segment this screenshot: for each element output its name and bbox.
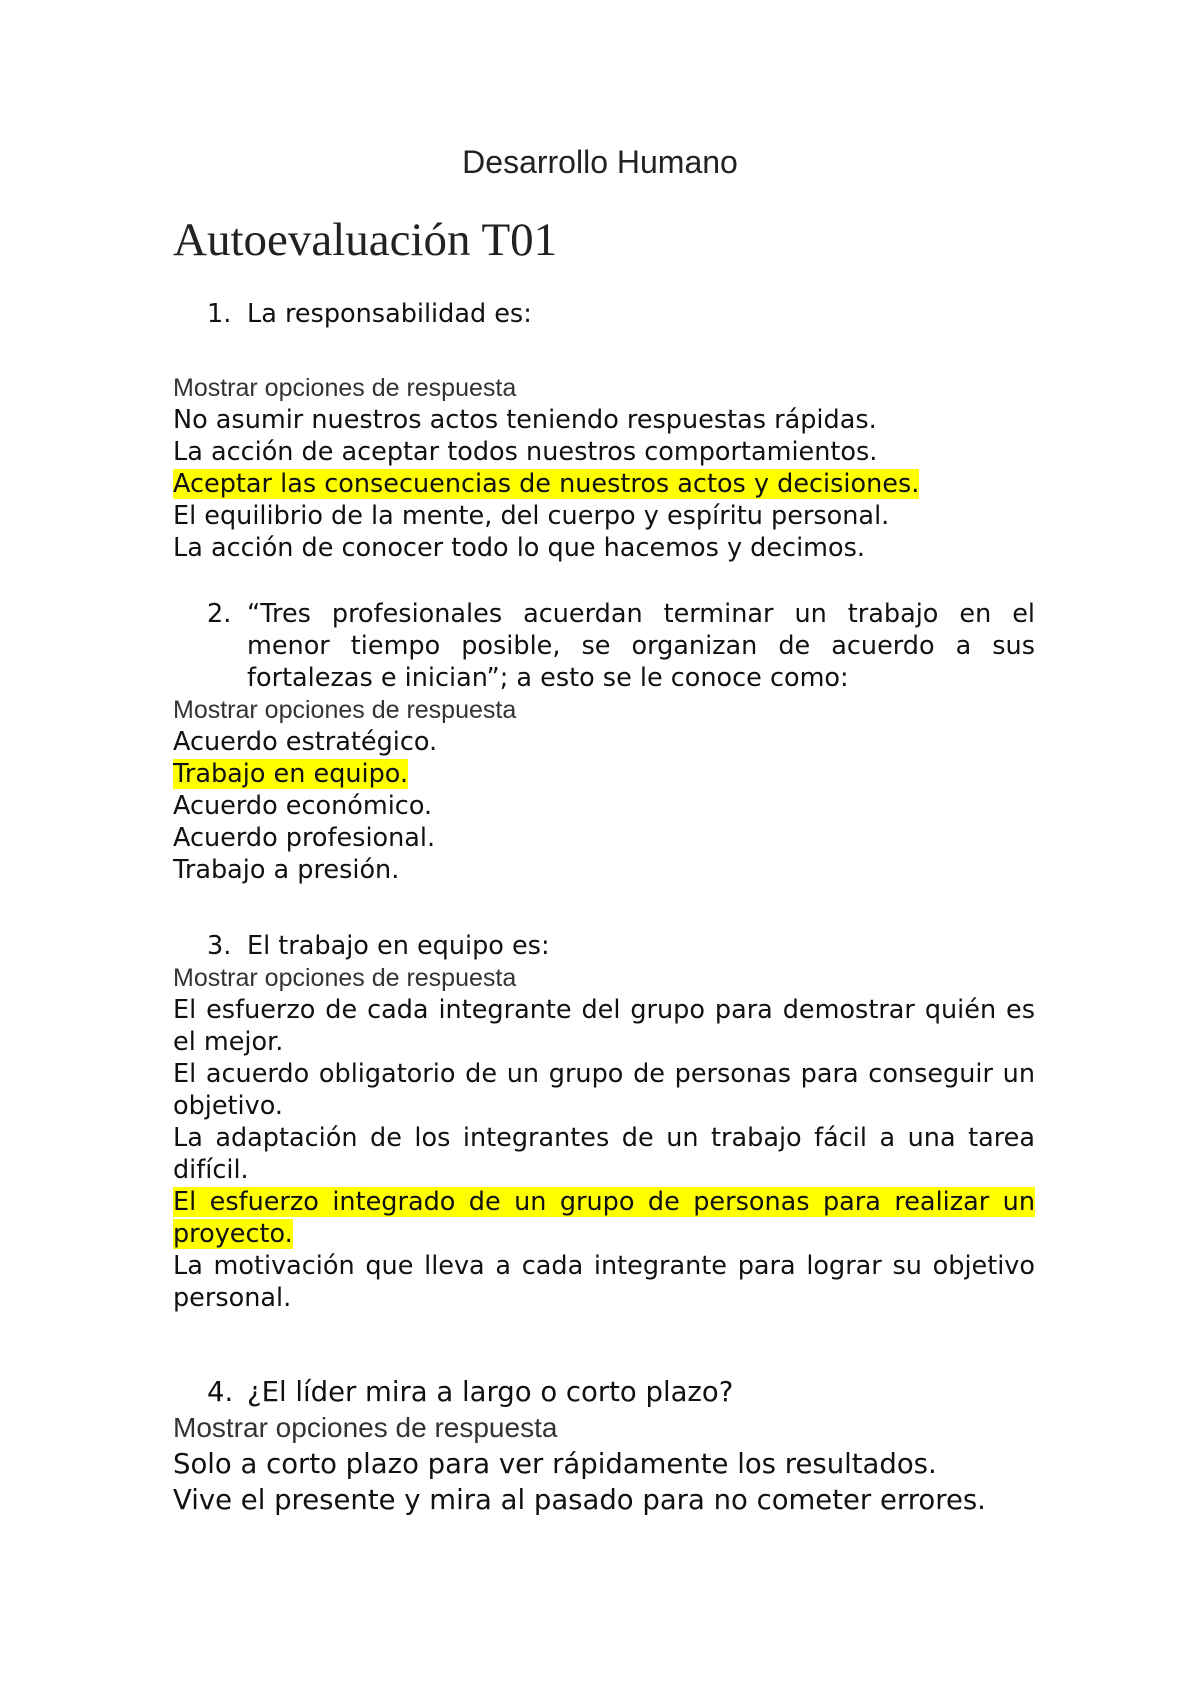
- question-prompt: El trabajo en equipo es:: [247, 931, 550, 961]
- answer-option: [173, 532, 1035, 564]
- question-3: [173, 930, 1035, 1314]
- answer-option: [173, 854, 1035, 886]
- answer-option-text: Acuerdo profesional.: [173, 823, 436, 853]
- answer-option-text: No asumir nuestros actos teniendo respuestas rápidas.: [173, 405, 877, 435]
- answer-option-text: Acuerdo económico.: [173, 791, 433, 821]
- answer-option-text: Trabajo en equipo.: [173, 759, 409, 789]
- course-header: Desarrollo Humano: [462, 144, 738, 180]
- answer-option: [173, 1446, 1035, 1482]
- question-1: [173, 298, 1035, 564]
- answer-option-text: Aceptar las consecuencias de nuestros actos y decisiones.: [173, 469, 920, 499]
- question-text: [173, 298, 1035, 330]
- answer-option: [173, 500, 1035, 532]
- answer-option: [173, 1058, 1035, 1122]
- question-4: [173, 1374, 1035, 1518]
- answer-option-correct: [173, 1186, 1035, 1250]
- answer-option-text: La motivación que lleva a cada integrante para lograr su objetivo personal.: [173, 1251, 1035, 1313]
- answer-option-correct: [173, 468, 1035, 500]
- answer-option-text: El esfuerzo integrado de un grupo de personas para realizar un proyecto.: [173, 1187, 1035, 1249]
- answer-option-text: La adaptación de los integrantes de un trabajo fácil a una tarea difícil.: [173, 1123, 1035, 1185]
- question-prompt: ¿El líder mira a largo o corto plazo?: [247, 1376, 734, 1408]
- answer-option: [173, 822, 1035, 854]
- question-text: [173, 598, 1035, 694]
- answer-option: [173, 1482, 1035, 1518]
- question-number: 2.: [207, 599, 232, 629]
- answer-option-text: El acuerdo obligatorio de un grupo de personas para conseguir un objetivo.: [173, 1059, 1035, 1121]
- question-prompt: “Tres profesionales acuerdan terminar un trabajo en el menor tiempo posible, se organizan de acuerdo a sus fortalezas e inician”; a esto se le conoce como:: [247, 599, 1035, 693]
- answer-option-text: La acción de conocer todo lo que hacemos y decimos.: [173, 533, 865, 563]
- question-text: [173, 930, 1035, 962]
- question-number: 4.: [207, 1376, 234, 1408]
- show-options-label: Mostrar opciones de respuesta: [173, 964, 517, 992]
- question-text: [173, 1374, 1035, 1410]
- answer-option-text: Acuerdo estratégico.: [173, 727, 438, 757]
- answer-option: [173, 1250, 1035, 1314]
- answer-option-text: Solo a corto plazo para ver rápidamente los resultados.: [173, 1448, 937, 1480]
- answer-option-text: El equilibrio de la mente, del cuerpo y espíritu personal.: [173, 501, 890, 531]
- answer-option: [173, 404, 1035, 436]
- answer-option: [173, 1122, 1035, 1186]
- question-2: [173, 598, 1035, 886]
- answer-option: [173, 790, 1035, 822]
- show-options-label: Mostrar opciones de respuesta: [173, 1412, 558, 1443]
- answer-option-text: La acción de aceptar todos nuestros comportamientos.: [173, 437, 878, 467]
- answer-option-text: Trabajo a presión.: [173, 855, 400, 885]
- question-number: 1.: [207, 299, 232, 329]
- question-prompt: La responsabilidad es:: [247, 299, 532, 329]
- answer-option-text: Vive el presente y mira al pasado para no cometer errores.: [173, 1484, 986, 1516]
- answer-option: [173, 436, 1035, 468]
- show-options-label: Mostrar opciones de respuesta: [173, 374, 517, 402]
- answer-option: [173, 994, 1035, 1058]
- answer-option-correct: [173, 758, 1035, 790]
- answer-option-text: El esfuerzo de cada integrante del grupo para demostrar quién es el mejor.: [173, 995, 1035, 1057]
- page-title: Autoevaluación T01: [173, 214, 558, 266]
- question-number: 3.: [207, 931, 232, 961]
- answer-option: [173, 726, 1035, 758]
- show-options-label: Mostrar opciones de respuesta: [173, 696, 517, 724]
